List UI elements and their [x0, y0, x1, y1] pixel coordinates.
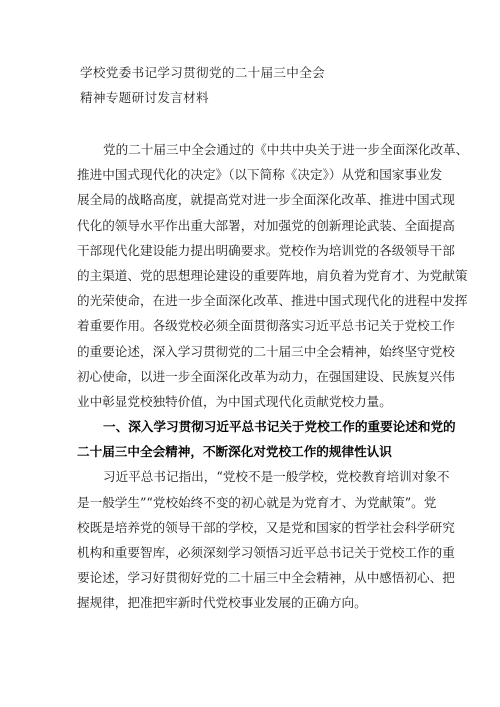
text-line: 代化的领导水平作出重大部署，对加强党的创新理论武装、全面提高 [77, 217, 455, 233]
heading-line: 二十届三中全会精神，不断深化对党校工作的规律性认识 [77, 444, 392, 460]
text-line: 的重要论述，深入学习贯彻党的二十届三中全会精神，始终坚守党校 [77, 343, 455, 359]
text-line: 的主渠道、党的思想理论建设的重要阵地，肩负着为党育才、为党献策 [77, 267, 468, 283]
document-body [77, 137, 469, 616]
text-line: 党的二十届三中全会通过的《中共中央关于进一步全面深化改革、 [103, 142, 469, 157]
text-line: 业中彰显党校独特价值，为中国式现代化贡献党校力量。 [77, 393, 392, 409]
section-heading-1 [77, 414, 456, 464]
text-line: 干部现代化建设能力提出明确要求。党校作为培训党的各级领导干部 [77, 242, 455, 258]
text-line: 握规律，把准把牢新时代党校事业发展的正确方向。 [77, 595, 367, 611]
text-line: 是一般学生”“党校始终不变的初心就是为党育才、为党献策”。党 [77, 494, 437, 510]
text-line: 校既是培养党的领导干部的学校，又是党和国家的哲学社会科学研究 [77, 519, 455, 535]
text-line: 推进中国式现代化的决定》（以下简称《决定》）从党和国家事业发 [77, 167, 443, 183]
title-line: 学校党委书记学习贯彻党的二十届三中全会 [80, 65, 325, 80]
text-line: 要论述，学习好贯彻好党的二十届三中全会精神，从中感悟初心、把 [77, 570, 455, 586]
text-line: 着重要作用。各级党校必须全面贯彻落实习近平总书记关于党校工作 [77, 318, 455, 334]
title-line: 精神专题研讨发言材料 [80, 90, 209, 106]
text-line: 的光荣使命，在进一步全面深化改革、推进中国式现代化的进程中发挥 [77, 293, 468, 309]
heading-line: 一、深入学习贯彻习近平总书记关于党校工作的重要论述和党的 [103, 419, 456, 435]
document-title [80, 60, 440, 110]
text-line: 展全局的战略高度，就提高党对进一步全面深化改革、推进中国式现 [77, 192, 455, 208]
paragraph-intro [77, 137, 469, 414]
text-line: 机构和重要智库，必须深刻学习领悟习近平总书记关于党校工作的重 [77, 545, 455, 560]
text-line: 习近平总书记指出，“党校不是一般学校，党校教育培训对象不 [103, 469, 450, 485]
paragraph-section-1 [77, 464, 455, 615]
text-line: 初心使命，以进一步全面深化改革为动力，在强国建设、民族复兴伟 [77, 368, 455, 384]
